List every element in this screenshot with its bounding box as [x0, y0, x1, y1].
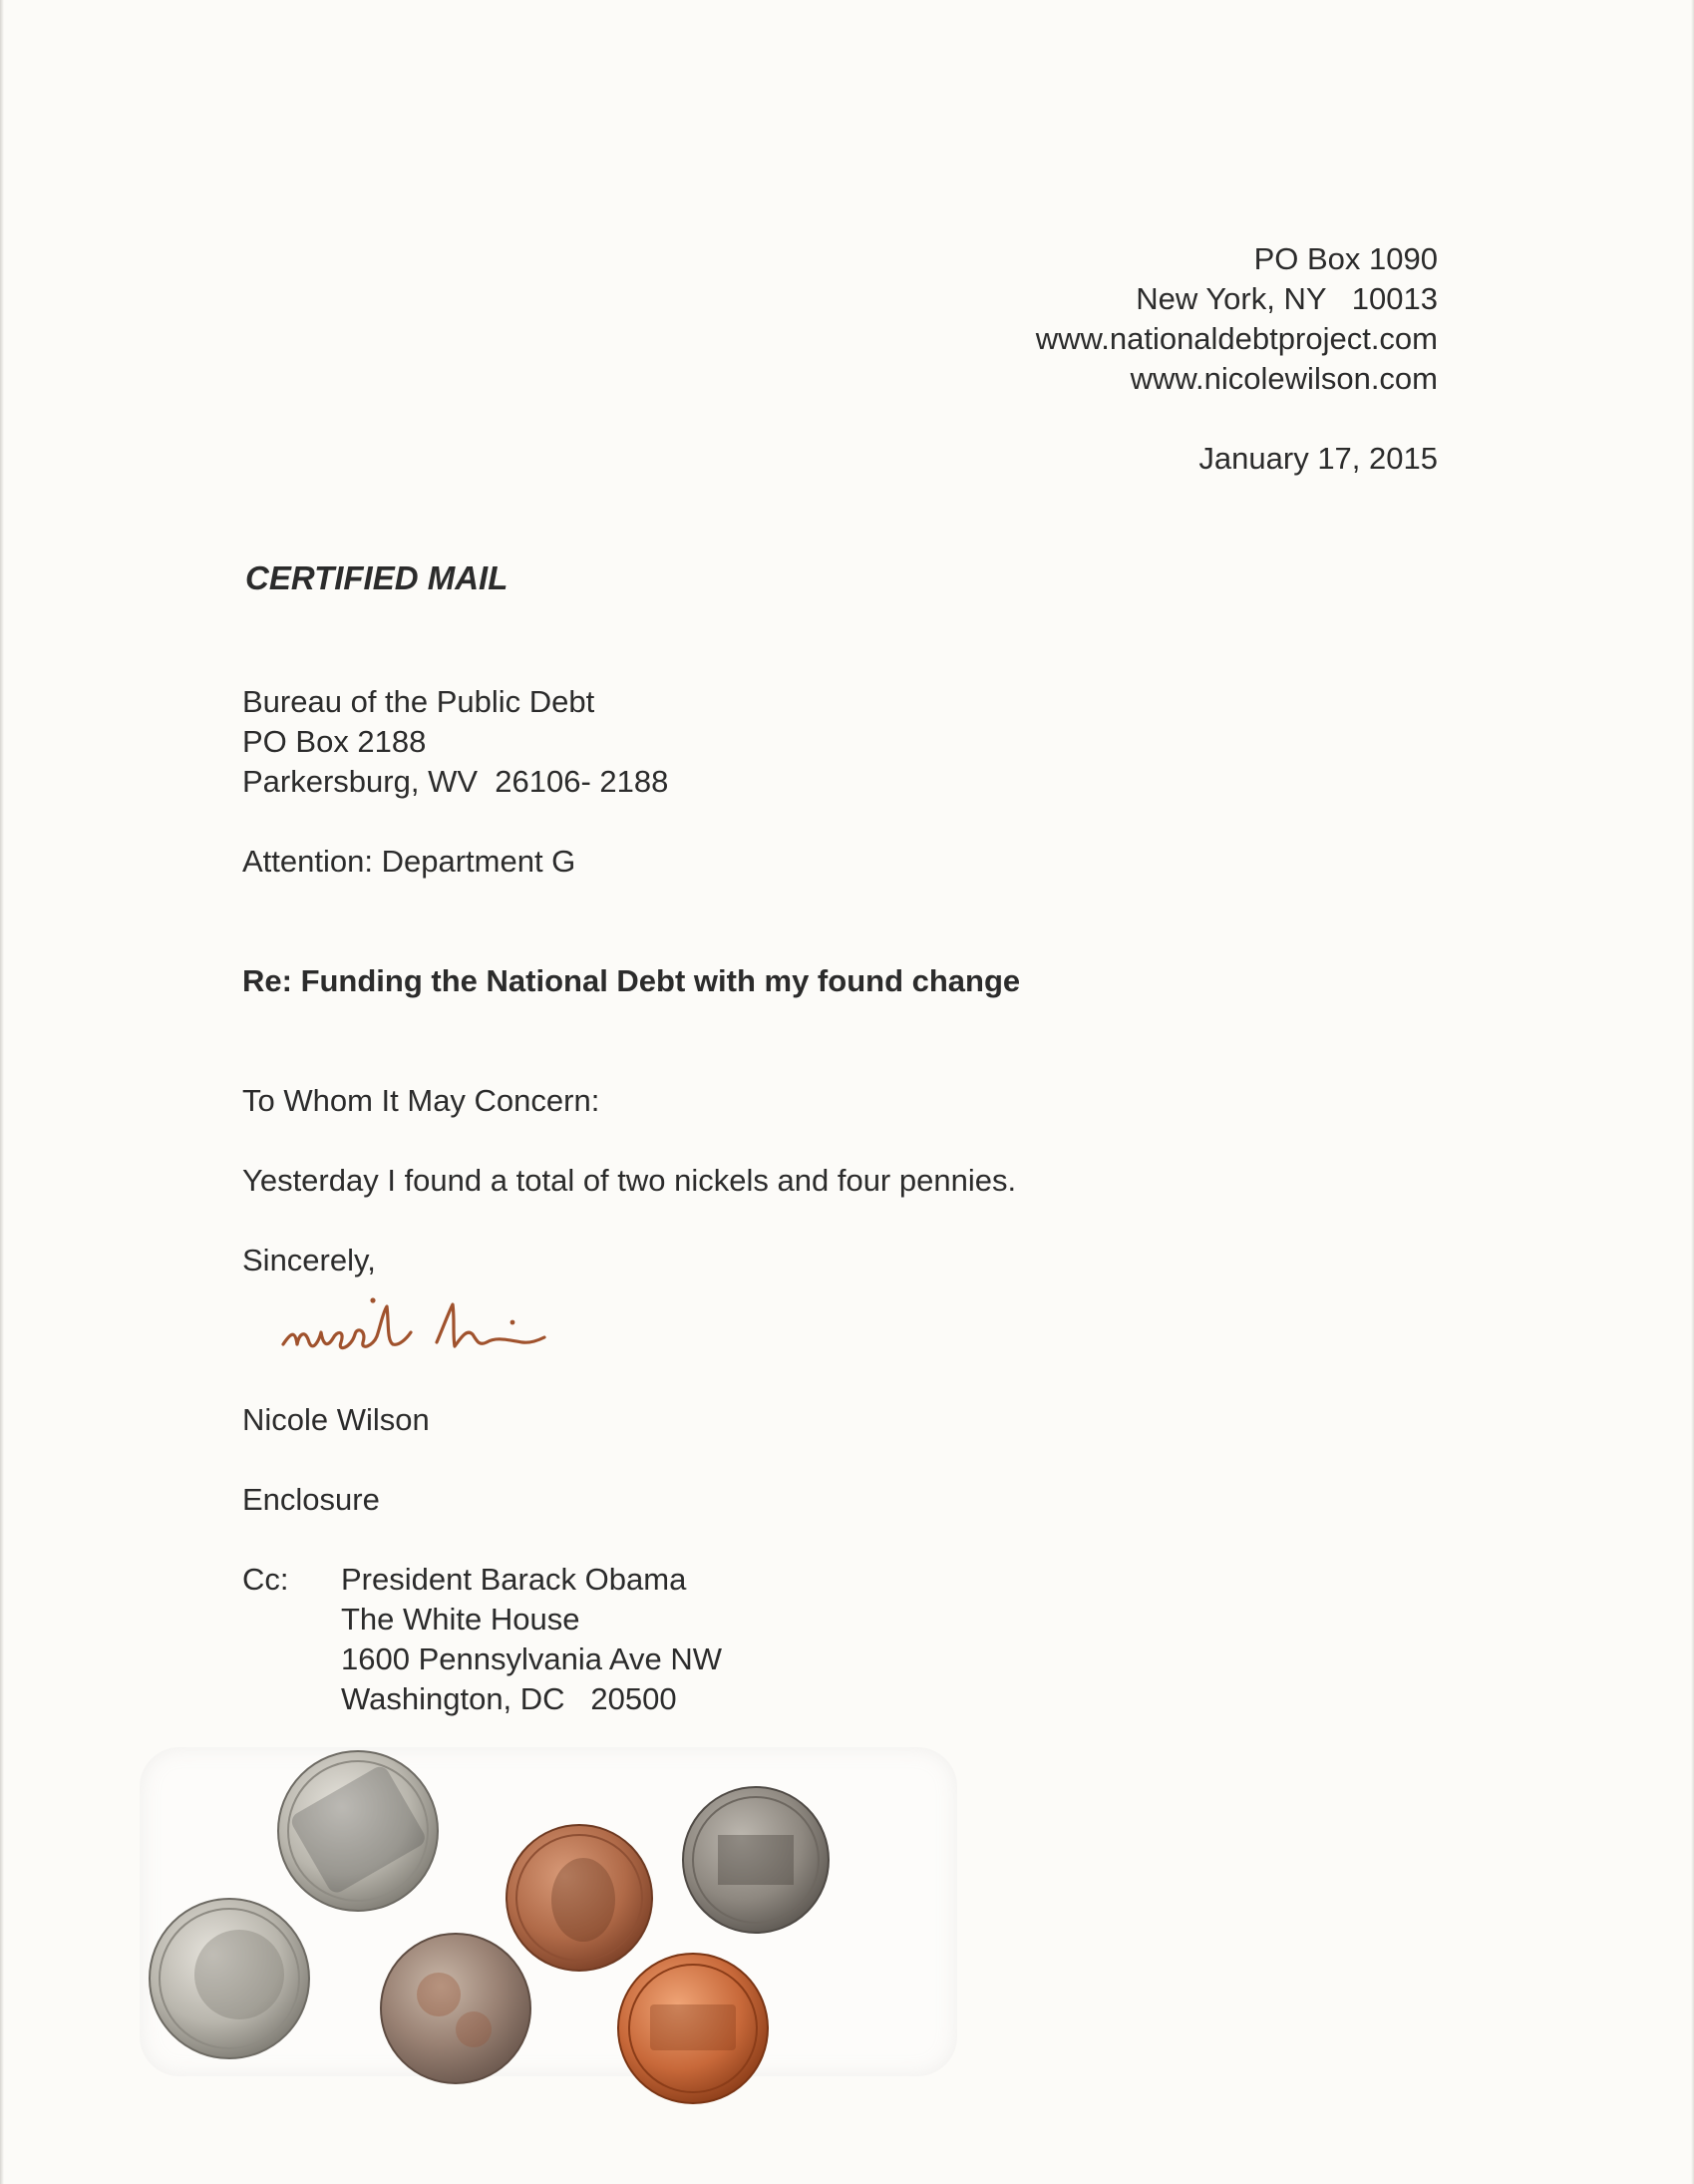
enclosure-note: Enclosure [242, 1482, 380, 1517]
sender-address [1036, 239, 1438, 399]
attention-line: Attention: Department G [242, 844, 576, 879]
subject-line: Re: Funding the National Debt with my found change [242, 963, 1021, 998]
sender-website-2: www.nicolewilson.com [1130, 361, 1438, 396]
cc-line-1: President Barack Obama [341, 1562, 687, 1597]
penny-coin-4 [618, 1954, 768, 2103]
nickel-coin-1 [278, 1751, 438, 1911]
letter-body: Yesterday I found a total of two nickels and four pennies. [242, 1163, 1017, 1198]
recipient-name: Bureau of the Public Debt [242, 684, 595, 719]
sender-po-box: PO Box 1090 [1253, 241, 1438, 276]
penny-coin-1 [507, 1825, 652, 1971]
sender-website-1: www.nationaldebtproject.com [1035, 321, 1438, 356]
cc-line-2: The White House [341, 1602, 580, 1637]
scan-edge-left [0, 0, 4, 2184]
letter-date: January 17, 2015 [1198, 441, 1438, 476]
recipient-city-line: Parkersburg, WV 26106- 2188 [242, 764, 669, 799]
signer-name: Nicole Wilson [242, 1402, 430, 1437]
penny-coin-3 [381, 1934, 530, 2083]
penny-coin-2 [683, 1787, 829, 1933]
closing: Sincerely, [242, 1243, 376, 1277]
handwritten-signature [277, 1282, 596, 1372]
cc-line-3: 1600 Pennsylvania Ave NW [341, 1641, 722, 1676]
cc-line-4: Washington, DC 20500 [341, 1681, 677, 1716]
nickel-coin-2 [150, 1899, 309, 2058]
sender-city-line: New York, NY 10013 [1136, 281, 1438, 316]
cc-recipient [341, 1560, 722, 1719]
salutation: To Whom It May Concern: [242, 1083, 600, 1118]
recipient-address [242, 682, 668, 802]
recipient-po-box: PO Box 2188 [242, 724, 427, 759]
cc-label: Cc: [242, 1562, 289, 1597]
certified-mail-heading: CERTIFIED MAIL [245, 559, 508, 596]
enclosed-coins [130, 1735, 947, 2114]
